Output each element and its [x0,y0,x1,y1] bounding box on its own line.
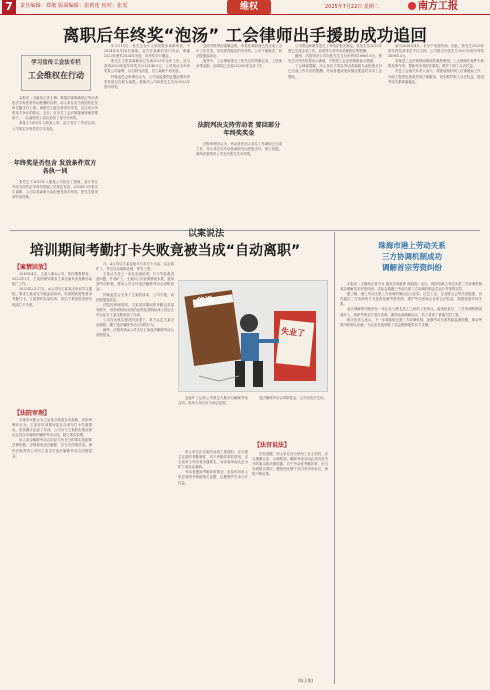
article2-col1: 2016年4月，王某入职A公司，担任销售职务。2023年1月，王某的领导要求王某全面负责品牌活动推广工作。 2023年2月27日，A公司向王某发出培训学习通知，要求王某前往外地参加培训，培训期间需按要求考勤打卡。王某按时参加培训，但由于系统原因部分时段打卡失败。 [12,272,92,307]
illustration-label-left: 辞退 [196,294,214,307]
newspaper-name: 南方工报 [418,1,458,12]
article2-headline: 培训期间考勤打卡失败竟被当成“自动离职” [29,243,301,259]
article1-subheading2: 法院判决支持劳动者 要回部分年终奖奖金 [197,122,281,137]
article3-headline [342,240,482,273]
comment-label: 【法官说法】 [254,442,291,449]
article1-col1b: 张先生于2015年入职某公司担任工程师，双方签订劳动合同约定年终奖按照公司规定发放。2024年3月张先生离职，公司以其离职为由拒绝发放年终奖，张先生遂申请劳动仲裁。 [12,180,98,200]
newspaper-logo [408,0,458,14]
article2-col2: 月，A公司以王某连续多日未打卡为由，认定其旷工，并以自动离职处理，停发工资。 王某认为自己一直在参加培训，打卡失败系设备问题，并非旷工。王某向公司说明情况未果，遂申请劳动仲裁，要求公司支付违法解除劳动合同赔偿金。 仲裁委员会支持了王某的请求，公司不服，向法院提起诉讼。 法院经审理查明，王某培训期间的考勤记录虽有缺失，但培训机构出具的证明及同期参训人员证言可以证实王某全程参加了培训。 公司在未核实情况的前提下，单方认定王某自动离职，属于违法解除劳动合同的行为。 最终，法院判决A公司支付王某违法解除劳动合同赔偿金。 [96,262,174,338]
article3-headline-line1: 珠海市港上劳动关系 [378,241,446,250]
article2-col4a: 违法解除劳动合同赔偿金，公司应依法支付。 [259,396,327,400]
article1-col3: 业绩考核等因素确定的，李某在离职前已经完成了全年工作任务，有权获得相应的年终奖。公司不服裁决，向法院提起诉讼。 庭审中，工会律师提交了张先生的考勤记录、工资流水等证据，证明其已完成2023年度全部工作。 [196,44,282,69]
article3-headline-line2: 三方协调机制成功 [382,252,442,261]
article2-col3: 用人单位在实施劳动用工管理时，应当建立完善的考勤制度，对于考勤异常的情况，应当及时与劳动者沟通核实，而非简单地认定为旷工或自动离职。 劳动者遇到考勤异常情况，应及时向用人单位说明并保留相关证据，以便维护自身合法权益。 [178,450,248,485]
editor-line: 责任编辑：郑敏 版面编辑：张莉莲 校对：张雯 [20,3,128,9]
article1-col5: 间为2024年4月，未早于发放时间。因此，张先生2023年度年终奖请求应予以支持。公司需支付张先生2023年度年终奖16965.5元。 本案是工会法律援助维权的典型案例。工会律师在案件中积极发挥作用，帮助劳动者依法维权，维护了职工合法权益。 市总工会相关负责人表示，将继续做好职工法律援助工作，为职工提供优质高效的法律服务，切实维护职工合法权益，促进劳动关系和谐稳定。 [388,44,484,84]
article-author: (陈玉敏) [298,678,314,683]
article1-col3b: 法院审理后认为，劳动者在用人单位工作期间已完成工作，用人单位以劳动者离职为由拒绝支付，缺乏依据。最终法院判决公司支付张先生年终奖。 [196,142,282,157]
column-box-title: 学习宣传工会法专栏 [31,60,81,66]
column-divider [334,232,335,684]
article3-headline-line3: 调解首宗劳资纠纷 [382,263,442,272]
article2-col4: 法官提醒，用人单位在行使用工自主权时，应当遵循合法、合理原则，解除劳动合同必须具有充分的事实和法律依据。对于劳动者考勤异常，应当全面核实情况，避免因处理不当引发劳动争议，承担不利后果。 [252,452,328,477]
article2-col3a: 连续旷工达到公司规定天数可以解除劳动合同，但用人单位应当举证证明。 [178,396,248,406]
section-divider [10,230,480,231]
article2-col1b: 本案争议焦点为王某是否构成自动离职。法院审理后认为，王某在培训期间虽存在部分打卡失败情况，但其确实参加了培训，公司未与王某核实情况即认定其自动离职并解除劳动合同，缺乏事实依据。 用人单位解除劳动合同应当有充分的事实依据和法律依据，否则构成违法解除，应当支付赔偿金。最终法院判决公司向王某支付违法解除劳动合同赔偿金。 [12,418,92,458]
article1-subheading1: 年终奖是否包含 发放条件双方各执一词 [13,160,97,175]
page-number: 7 [2,0,16,14]
article1-col2: 年3月15日，张先生在个人原因提出离职申请，于2024年4月16日离职。双方在离职时签订协议，明确2023年度奖2024年发放，年终奖另行确定。 张先生主张其离职前已完成2023年全年工作，应当获得2023年度年终奖共计25146.5元，公司则认为年终奖系公司福利，以在职为前提，员工离职不再发放。 仲裁委员会审理后认为，公司未能提供证据证明年终奖发放以在职为前提，遂裁决公司向张先生支付2023年度年终奖。 [104,44,190,89]
illustration-label-right: 失业了 [280,326,306,339]
publication-date: 2025年7月22日 星期二 [325,4,379,10]
section-tag: 维权 [227,0,271,14]
column-box-slogan: 工会维权在行动 [28,70,84,80]
case-label: 【案情回放】 [14,264,51,271]
article3-body: 本报讯（全媒体记者马为 通讯员李新婷 林碧莲）近日，珠海市港上劳动关系三方协调机制成功调解首宗劳资纠纷，这标志着港上劳动关系三方协调机制正式运行并发挥实效。 据了解，港上劳动关系三方协调机制由区人社局、区总工会、企业联合会等共同组建，旨在通过三方协商的方式及时化解劳资纠纷，维护劳动者和企业的合法权益，构建和谐劳动关系。 此次调解的纠纷涉及一家企业与数名员工之间的工资争议。接到投诉后，三方协调机制迅速介入，组织劳资双方进行协商，最终达成调解协议，员工拿到了被拖欠的工资。 相关负责人表示，下一步将继续完善三方协调机制，加强劳动关系风险监测预警，推动劳资纠纷源头化解，为企业发展和职工权益保障提供有力支撑。 [340,282,482,327]
office-worker-illustration [178,280,328,392]
article1-col1: 本报讯（全媒体记者王梅）我国法律明确规定劳动者依法享有获得劳动报酬的权利，用人单位应当按照约定及时足额支付工资。离职员工能否获得年终奖，往往成为劳资双方争议的焦点。近日，在市总工会法律援助律师的帮助下，一名离职员工成功追回了部分年终奖。 李某于2015年入职某公司，双方签订了劳动合同。公司规定年终奖在次年发放。 [12,96,98,131]
article1-headline: 离职后年终奖“泡汤” 工会律师出手援助成功追回 [62,26,428,45]
article1-col4: 公司的这种做法违反了劳动法相关规定。张先生在2023年度已完成全部工作，应获得与其劳动贡献相应的报酬。 最终，法院判决公司向张先生支付年终奖16965.5元。张先生对判决结果表示满意，专程到工会送来锦旗表示感谢。 工会律师提醒，用人单位不得以劳动者离职为由拒绝支付已完成工作对应的报酬，劳动者遇到类似情况要及时寻求工会帮助。 [288,44,382,79]
judgment-label: 【法院审理】 [14,410,51,417]
law-tag: 以案说法 [188,229,225,239]
sun-icon [408,2,416,10]
